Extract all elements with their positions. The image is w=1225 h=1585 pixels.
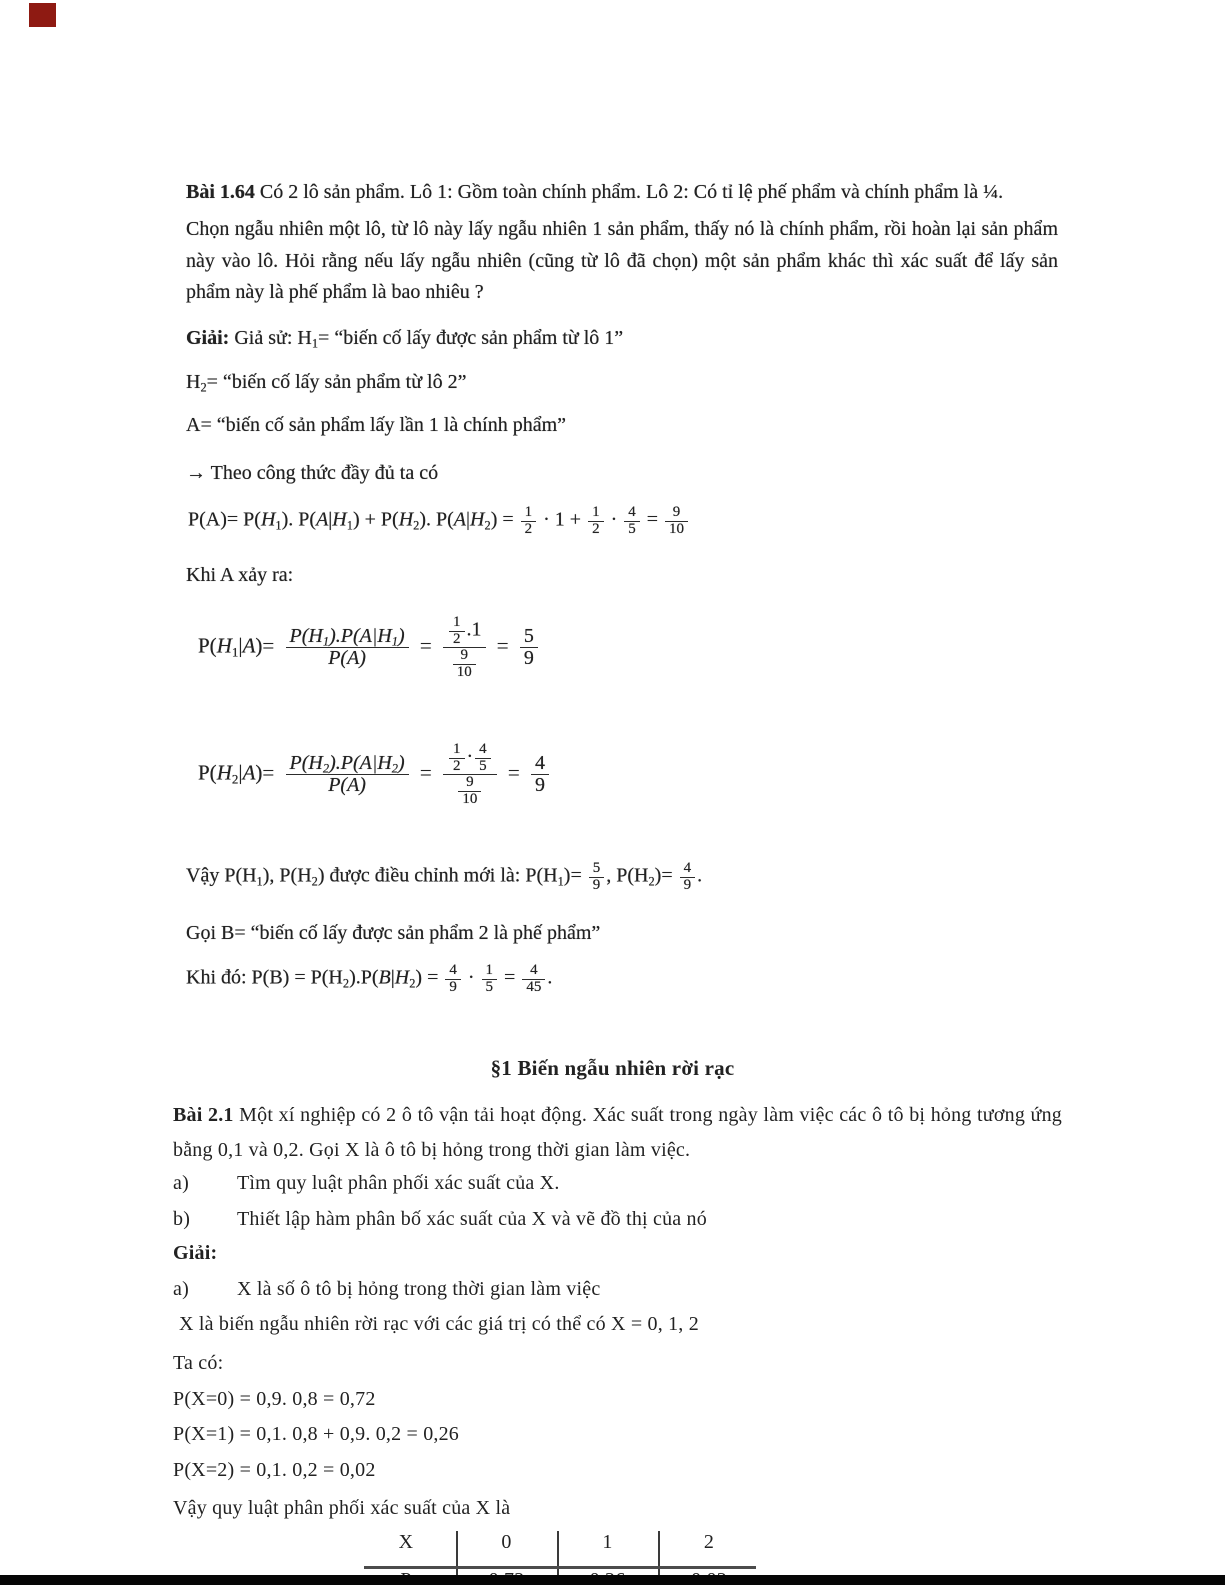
problem-1-64-intro: Có 2 lô sản phẩm. Lô 1: Gồm toàn chính phẩm. Lô 2: Có tỉ lệ phế phẩm và chính phẩm là ¼. [254, 181, 1004, 203]
table-header-row [356, 1531, 760, 1554]
solution-event-a: A= “biến cố sản phẩm lấy lần 1 là chính phẩm” [186, 414, 567, 436]
event-b-definition: Gọi B= “biến cố lấy được sản phẩm 2 là phế phẩm” [186, 922, 601, 944]
problem-1-64-title-line [186, 179, 1003, 205]
table-header-x: X [398, 1531, 414, 1553]
solution-2-label: Giải: [173, 1242, 218, 1264]
answer-a-text: X là số ô tô bị hỏng trong thời gian làm việc [237, 1278, 601, 1300]
answer-a-line [173, 1276, 600, 1302]
table-header-2: 2 [703, 1531, 715, 1553]
problem-2-1-body [173, 1098, 1062, 1168]
question-a-label: a) [173, 1172, 189, 1194]
question-a-text: Tìm quy luật phân phối xác suất của X. [237, 1172, 560, 1194]
solution-assumption-h1: Giải: Giả sử: $H_1=$ “biến cố lấy được sản phẩm từ lô 1” [186, 327, 624, 351]
question-b-label: b) [173, 1208, 191, 1230]
formula-p-a: $P(A)= P(H_1)$. $P(A|H_1) + P(H_2)$. $P(A|H_2)$ = $\frac{1}{2}$ · 1 + $\frac{1}{2}$ · $\frac{4}{5}$ = $\frac{9}{10}$ [188, 505, 690, 537]
distribution-conclusion-line: Vậy quy luật phân phối xác suất của X là [173, 1497, 511, 1519]
probability-x0-line: P(X=0) = 0,9. 0,8 = 0,72 [173, 1388, 376, 1410]
answer-a-label: a) [173, 1278, 189, 1300]
section-heading: §1 Biến ngẫu nhiên rời rạc [490, 1056, 735, 1080]
corner-red-mark [29, 3, 56, 27]
solution-assumption-h2: $H_2=$ “biến cố lấy sản phẩm từ lô 2” [186, 371, 467, 395]
question-b-text: Thiết lập hàm phân bố xác suất của X và vẽ đồ thị của nó [237, 1208, 707, 1230]
table-header-1: 1 [602, 1531, 613, 1553]
formula-p-h2-given-a: $P(H_2|A)=$ $\frac{P(H_2).P(A|H_2)}{P(A)}$ = $\frac{1}{2}$ · $\frac{4}{5}$ $\frac{9}{10}$ = $\frac{4}{9}$ [198, 742, 555, 807]
bottom-scan-bar [0, 1575, 1225, 1585]
total-probability-note: → Theo công thức đầy đủ ta có [186, 462, 439, 484]
probability-x1-line: P(X=1) = 0,1. 0,8 + 0,9. 0,2 = 0,26 [173, 1423, 460, 1445]
problem-2-1-label: Bài 2.1 [173, 1104, 234, 1126]
table-header-0: 0 [501, 1531, 512, 1553]
khi-a-xay-ra: Khi A xảy ra: [186, 564, 294, 586]
problem-1-64-body: Chọn ngẫu nhiên một lô, từ lô này lấy ngẫu nhiên 1 sản phẩm, thấy nó là chính phẩm, rồi hoàn lại sản phẩm này vào lô. Hỏi rằng nếu lấy ngẫu nhiên (cũng từ lô đã chọn) một sản phẩm khác thì xác suất để lấy sản phẩm này là phế phẩm là bao nhiêu ? [186, 218, 1058, 303]
question-a [173, 1170, 560, 1196]
problem-2-1-text: Một xí nghiệp có 2 ô tô vận tải hoạt động. Xác suất trong ngày làm việc các ô tô bị hỏng tương ứng bằng 0,1 và 0,2. Gọi X là ô tô bị hỏng trong thời gian làm việc. [173, 1104, 1062, 1161]
question-b [173, 1206, 707, 1232]
formula-p-h1-given-a: $P(H_1|A)=$ $\frac{P(H_1).P(A|H_1)}{P(A)}$ = $\frac{1}{2}$ .1 $\frac{9}{10}$ = $\frac{5}{9}$ [198, 615, 544, 680]
probability-x2-line: P(X=2) = 0,1. 0,2 = 0,02 [173, 1459, 376, 1481]
formula-p-b: Khi đó: $P(B) = P(H_2).P(B|H_2)$ = $\frac{4}{9}$ · $\frac{1}{5}$ = $\frac{4}{45}$ . [186, 962, 553, 995]
adjusted-probabilities-line: Vậy $P(H_1)$, $P(H_2)$ được điều chỉnh mới là: $P(H_1)=$ $\frac{5}{9}$ , $P(H_2)=$ $\frac{4}{9}$ . [186, 860, 703, 893]
problem-1-64-label: Bài 1.64 [186, 181, 255, 203]
ta-co-line: Ta có: [173, 1352, 224, 1374]
x-values-line: X là biến ngẫu nhiên rời rạc với các giá trị có thể có X = 0, 1, 2 [179, 1313, 699, 1335]
